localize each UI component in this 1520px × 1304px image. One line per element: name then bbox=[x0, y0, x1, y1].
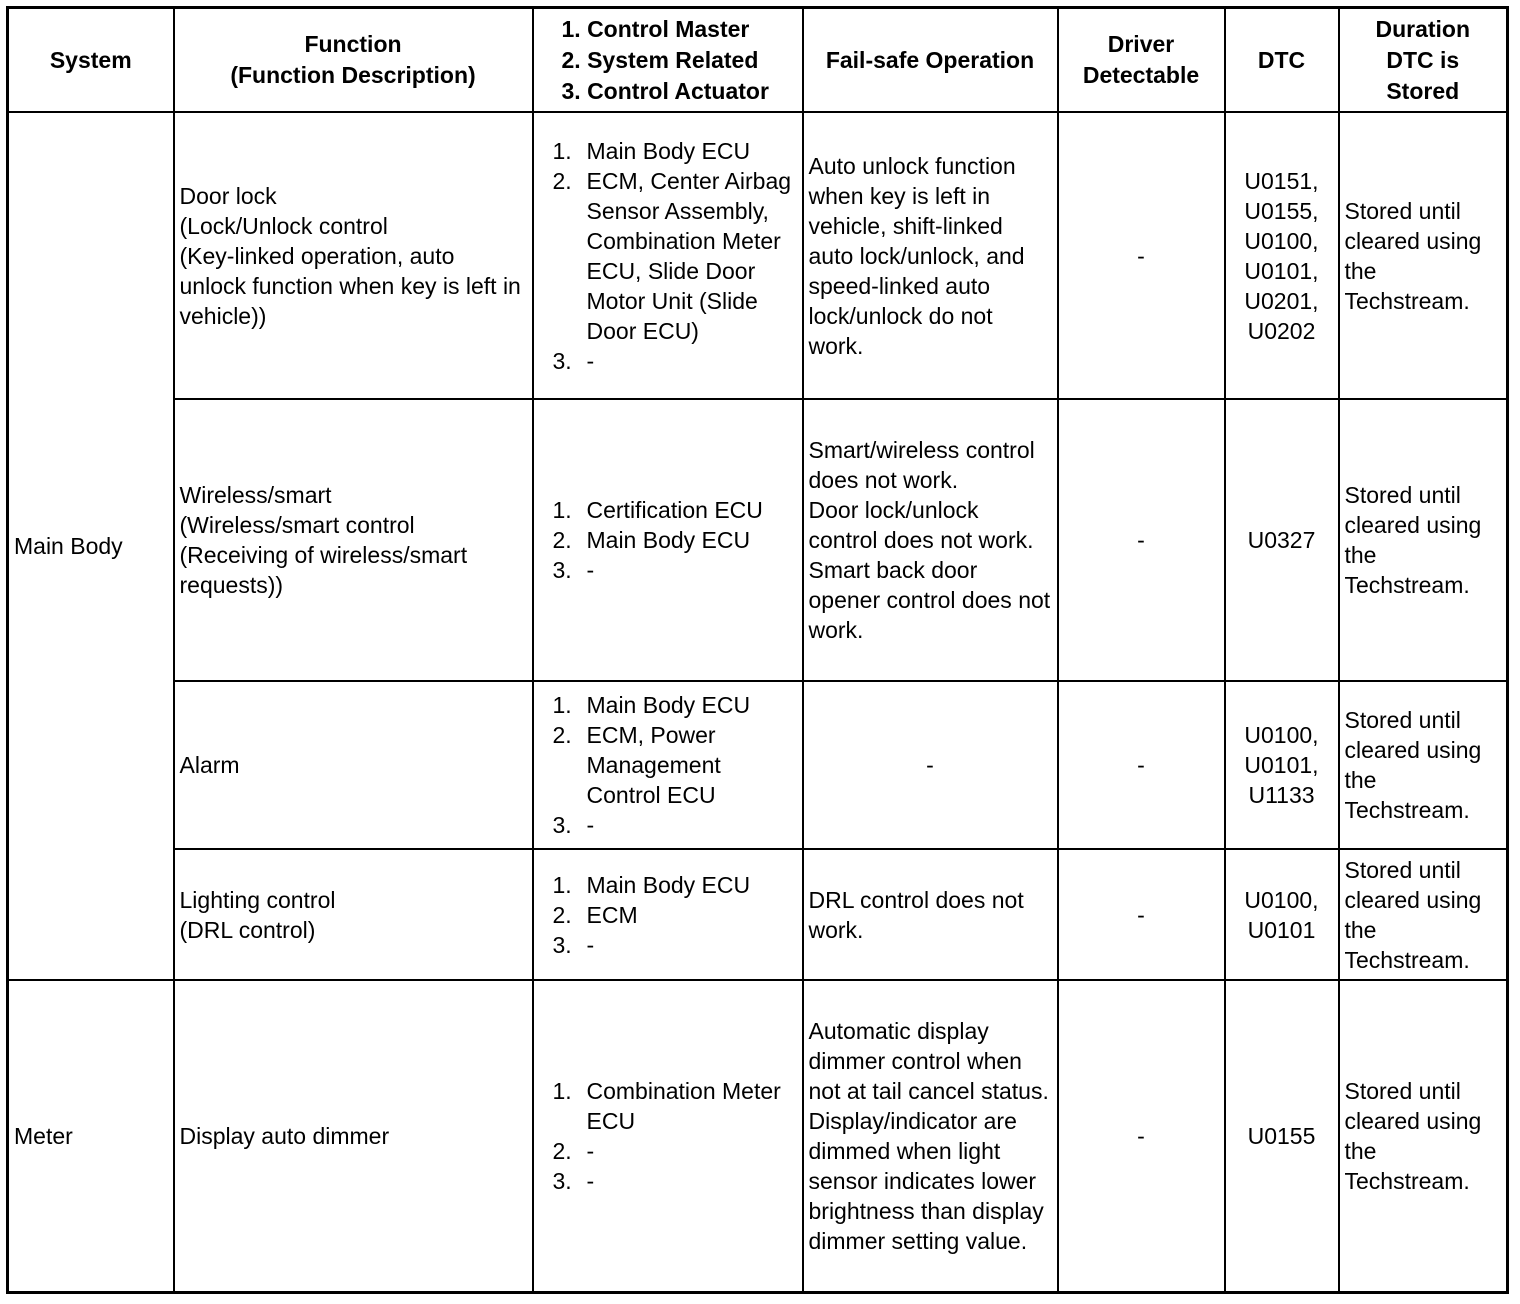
list-text: Main Body ECU bbox=[586, 692, 751, 718]
function-cell: Wireless/smart (Wireless/smart control (Receiving of wireless/smart requests)) bbox=[174, 399, 533, 681]
failsafe-cell: Smart/wireless control does not work. Door lock/unlock control does not work. Smart back door opener control does not work. bbox=[803, 399, 1058, 681]
list-number: 1. bbox=[552, 497, 572, 523]
list-text: ECM bbox=[586, 901, 638, 928]
list-text: ECM, Center Airbag Sensor Assembly, Combination Meter ECU, Slide Door Motor Unit (Slide Door ECU) bbox=[586, 167, 792, 344]
list-number: 1. bbox=[552, 692, 572, 718]
list-number: 3. bbox=[552, 557, 572, 583]
list-text: Combination Meter ECU bbox=[586, 1077, 781, 1134]
list-number: 2. bbox=[552, 901, 572, 928]
dtc-cell: U0327 bbox=[1225, 399, 1339, 681]
driver-cell: - bbox=[1058, 112, 1225, 399]
header-failsafe: Fail-safe Operation bbox=[803, 8, 1058, 113]
driver-cell: - bbox=[1058, 849, 1225, 980]
list-number: 3. bbox=[552, 1167, 572, 1194]
driver-cell: - bbox=[1058, 980, 1225, 1292]
function-cell: Door lock (Lock/Unlock control (Key-linked operation, auto unlock function when key is left in vehicle)) bbox=[174, 112, 533, 399]
dtc-cell: U0100, U0101, U1133 bbox=[1225, 681, 1339, 849]
driver-cell: - bbox=[1058, 681, 1225, 849]
duration-cell: Stored until cleared using the Techstream. bbox=[1339, 399, 1508, 681]
header-control-line: 3. Control Actuator bbox=[561, 77, 769, 104]
failsafe-cell: - bbox=[803, 681, 1058, 849]
header-duration: Duration DTC is Stored bbox=[1339, 8, 1508, 113]
dtc-cell: U0155 bbox=[1225, 980, 1339, 1292]
list-number: 2. bbox=[552, 1137, 572, 1164]
list-number: 2. bbox=[552, 722, 572, 748]
list-text: Certification ECU bbox=[586, 497, 763, 523]
failsafe-cell: Automatic display dimmer control when not at tail cancel status. Display/indicator are dimmed when light sensor indicates lower brightness than display dimmer setting value. bbox=[803, 980, 1058, 1292]
table-row bbox=[8, 399, 1508, 681]
list-number: 3. bbox=[552, 347, 572, 374]
list-text: - bbox=[586, 931, 595, 958]
duration-cell: Stored until cleared using the Techstream. bbox=[1339, 681, 1508, 849]
list-text: Main Body ECU bbox=[586, 871, 751, 898]
table-row bbox=[8, 849, 1508, 980]
header-function: Function (Function Description) bbox=[174, 8, 533, 113]
list-text: ECM, Power Management Control ECU bbox=[586, 722, 721, 808]
failsafe-cell: DRL control does not work. bbox=[803, 849, 1058, 980]
control-cell bbox=[533, 980, 803, 1292]
dtc-cell: U0100, U0101 bbox=[1225, 849, 1339, 980]
header-control-line: 2. System Related bbox=[561, 46, 759, 73]
driver-cell: - bbox=[1058, 399, 1225, 681]
list-text: Main Body ECU bbox=[586, 137, 751, 164]
table-row bbox=[8, 681, 1508, 849]
table-row bbox=[8, 980, 1508, 1292]
function-cell: Display auto dimmer bbox=[174, 980, 533, 1292]
header-control-line: 1. Control Master bbox=[561, 15, 750, 42]
dtc-cell: U0151, U0155, U0100, U0101, U0201, U0202 bbox=[1225, 112, 1339, 399]
function-cell: Lighting control (DRL control) bbox=[174, 849, 533, 980]
list-text: - bbox=[586, 1137, 595, 1164]
table-row bbox=[8, 112, 1508, 399]
control-cell bbox=[533, 112, 803, 399]
system-cell: Meter bbox=[8, 980, 174, 1292]
list-text: - bbox=[586, 557, 595, 583]
fail-safe-table bbox=[6, 6, 1509, 1294]
control-cell bbox=[533, 681, 803, 849]
header-driver: Driver Detectable bbox=[1058, 8, 1225, 113]
list-number: 1. bbox=[552, 1077, 572, 1104]
duration-cell: Stored until cleared using the Techstream. bbox=[1339, 980, 1508, 1292]
duration-cell: Stored until cleared using the Techstream. bbox=[1339, 112, 1508, 399]
header-row bbox=[8, 8, 1508, 113]
system-cell: Main Body bbox=[8, 112, 174, 980]
control-cell bbox=[533, 399, 803, 681]
control-cell bbox=[533, 849, 803, 980]
header-system: System bbox=[8, 8, 174, 113]
list-text: - bbox=[586, 1167, 595, 1194]
list-number: 2. bbox=[552, 167, 572, 194]
list-number: 1. bbox=[552, 871, 572, 898]
list-number: 1. bbox=[552, 137, 572, 164]
duration-cell: Stored until cleared using the Techstream. bbox=[1339, 849, 1508, 980]
failsafe-cell: Auto unlock function when key is left in vehicle, shift-linked auto lock/unlock, and speed-linked auto lock/unlock do not work. bbox=[803, 112, 1058, 399]
list-text: - bbox=[586, 347, 595, 374]
header-control bbox=[533, 8, 803, 113]
list-number: 2. bbox=[552, 527, 572, 553]
list-number: 3. bbox=[552, 812, 572, 838]
header-dtc: DTC bbox=[1225, 8, 1339, 113]
page bbox=[6, 6, 1506, 1298]
list-text: - bbox=[586, 812, 595, 838]
list-number: 3. bbox=[552, 931, 572, 958]
function-cell: Alarm bbox=[174, 681, 533, 849]
list-text: Main Body ECU bbox=[586, 527, 751, 553]
